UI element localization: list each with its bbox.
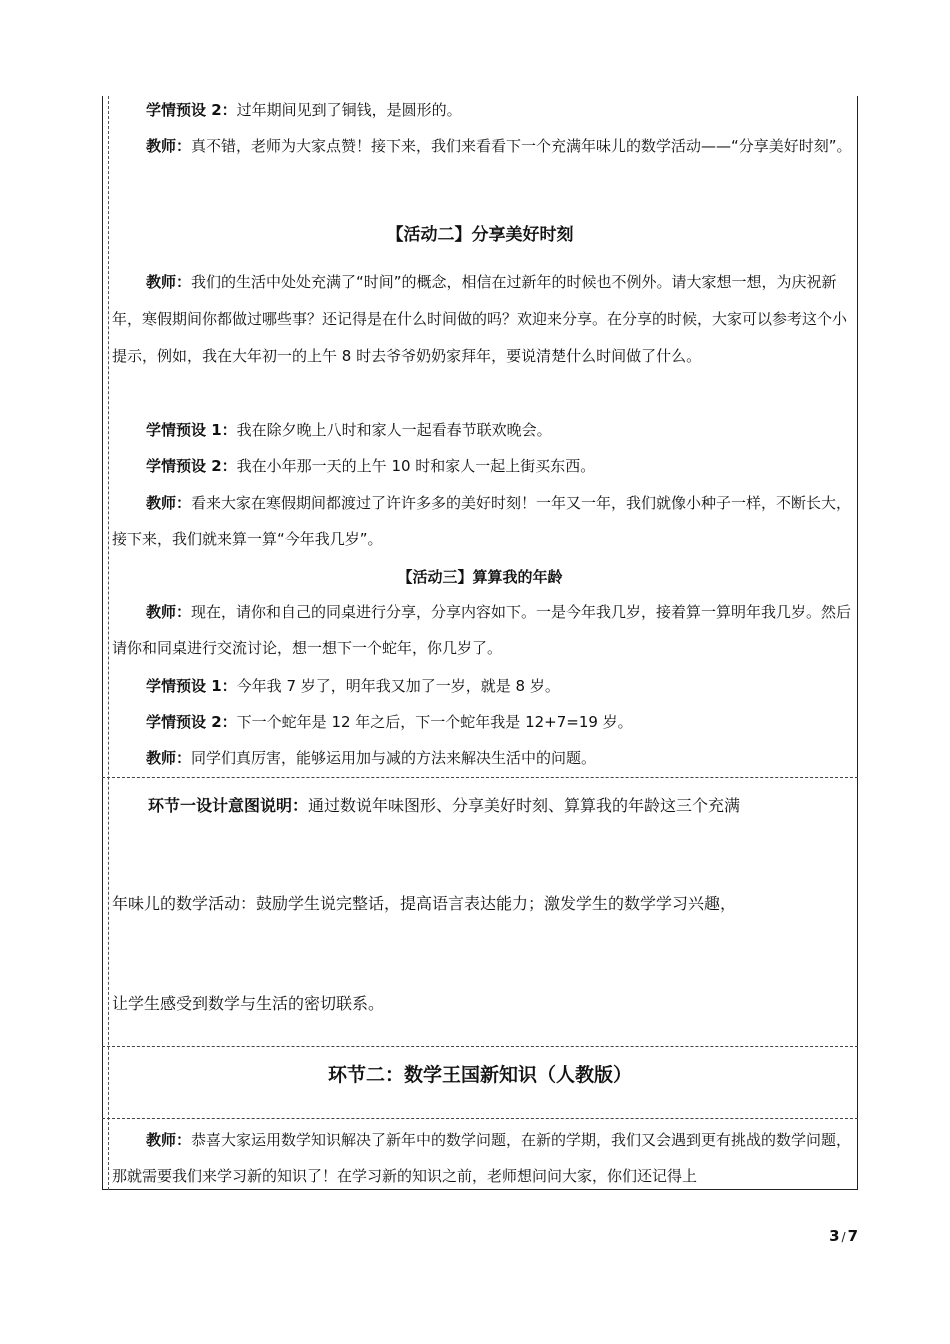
paragraph-text: 看来大家在寒假期间都渡过了许许多多的美好时刻！一年又一年，我们就像小种子一样，不断长大，接下来，我们就来算一算“今年我几岁”。: [112, 494, 852, 548]
paragraph-text: 我在小年那一天的上午 10 时和家人一起上街买东西。: [236, 457, 596, 475]
inner-dashed-border: [108, 96, 109, 1190]
paragraph-text: 现在，请你和自己的同桌进行分享，分享内容如下。一是今年我几岁，接着算一算明年我几岁。然后请你和同桌进行交流讨论，想一想下一个蛇年，你几岁了。: [112, 603, 852, 657]
paragraph-label: 教师：: [146, 137, 192, 155]
paragraph-text: 真不错，老师为大家点赞！接下来，我们来看看下一个充满年味儿的数学活动——“分享美好时刻”。: [191, 137, 852, 155]
paragraph-teacher-4: [112, 594, 854, 666]
section-divider: [102, 1118, 858, 1119]
paragraph-preset-2b: [112, 448, 854, 484]
paragraph-teacher-1: [112, 128, 854, 164]
page-total: 7: [847, 1227, 858, 1245]
paragraph-text: 我们的生活中处处充满了“时间”的概念，相信在过新年的时候也不例外。请大家想一想，为庆祝新年，寒假期间你都做过哪些事？还记得是在什么时间做的吗？欢迎来分享。在分享的时候，大家可以参考这个小提示，例如，我在大年初一的上午 8 时去爷爷奶奶家拜年，要说清楚什么时间做了什么。: [112, 273, 848, 365]
design-intent-line-2: 年味儿的数学活动：鼓励学生说完整话，提高语言表达能力；激发学生的数学学习兴趣，: [112, 894, 737, 913]
paragraph-teacher-3: [112, 485, 854, 557]
section-two-title: 环节二：数学王国新知识（人教版）: [327, 1064, 632, 1086]
paragraph-teacher-6: [112, 1122, 854, 1194]
paragraph-teacher-2: [112, 264, 854, 375]
paragraph-text: 今年我 7 岁了，明年我又加了一岁，就是 8 岁。: [236, 677, 560, 695]
paragraph-label: 学情预设 1：: [146, 677, 237, 695]
design-intent-text: 通过数说年味图形、分享美好时刻、算算我的年龄这三个充满: [308, 796, 741, 815]
paragraph-preset-2: [112, 92, 854, 128]
design-intent-label: 环节一设计意图说明：: [148, 796, 309, 815]
activity-three-title: 【活动三】算算我的年龄: [397, 568, 563, 586]
page-separator: /: [841, 1230, 846, 1244]
paragraph-text: 同学们真厉害，能够运用加与减的方法来解决生活中的问题。: [191, 749, 597, 767]
design-intent-line-1: [112, 788, 854, 824]
paragraph-label: 学情预设 1：: [146, 421, 237, 439]
paragraph-preset-1: [112, 412, 854, 448]
paragraph-teacher-5: [112, 740, 854, 776]
paragraph-preset-2c: [112, 704, 854, 740]
paragraph-label: 教师：: [146, 1131, 192, 1149]
section-divider: [102, 777, 858, 778]
paragraph-label: 教师：: [146, 749, 192, 767]
section-divider: [102, 1046, 858, 1047]
paragraph-label: 教师：: [146, 273, 192, 291]
activity-two-title: 【活动二】分享美好时刻: [386, 225, 574, 245]
paragraph-preset-1b: [112, 668, 854, 704]
paragraph-text: 我在除夕晚上八时和家人一起看春节联欢晚会。: [236, 421, 552, 439]
page-number: [800, 1227, 858, 1245]
paragraph-text: 下一个蛇年是 12 年之后，下一个蛇年我是 12+7=19 岁。: [236, 713, 633, 731]
paragraph-label: 学情预设 2：: [146, 101, 237, 119]
paragraph-label: 学情预设 2：: [146, 457, 237, 475]
paragraph-label: 教师：: [146, 603, 192, 621]
paragraph-text: 过年期间见到了铜钱，是圆形的。: [236, 101, 462, 119]
paragraph-label: 教师：: [146, 494, 192, 512]
paragraph-text: 恭喜大家运用数学知识解决了新年中的数学问题，在新的学期，我们又会遇到更有挑战的数学问题，那就需要我们来学习新的知识了！在学习新的知识之前，老师想问问大家，你们还记得上: [112, 1131, 852, 1185]
design-intent-line-3: 让学生感受到数学与生活的密切联系。: [112, 994, 385, 1013]
paragraph-label: 学情预设 2：: [146, 713, 237, 731]
page-current: 3: [829, 1227, 840, 1245]
